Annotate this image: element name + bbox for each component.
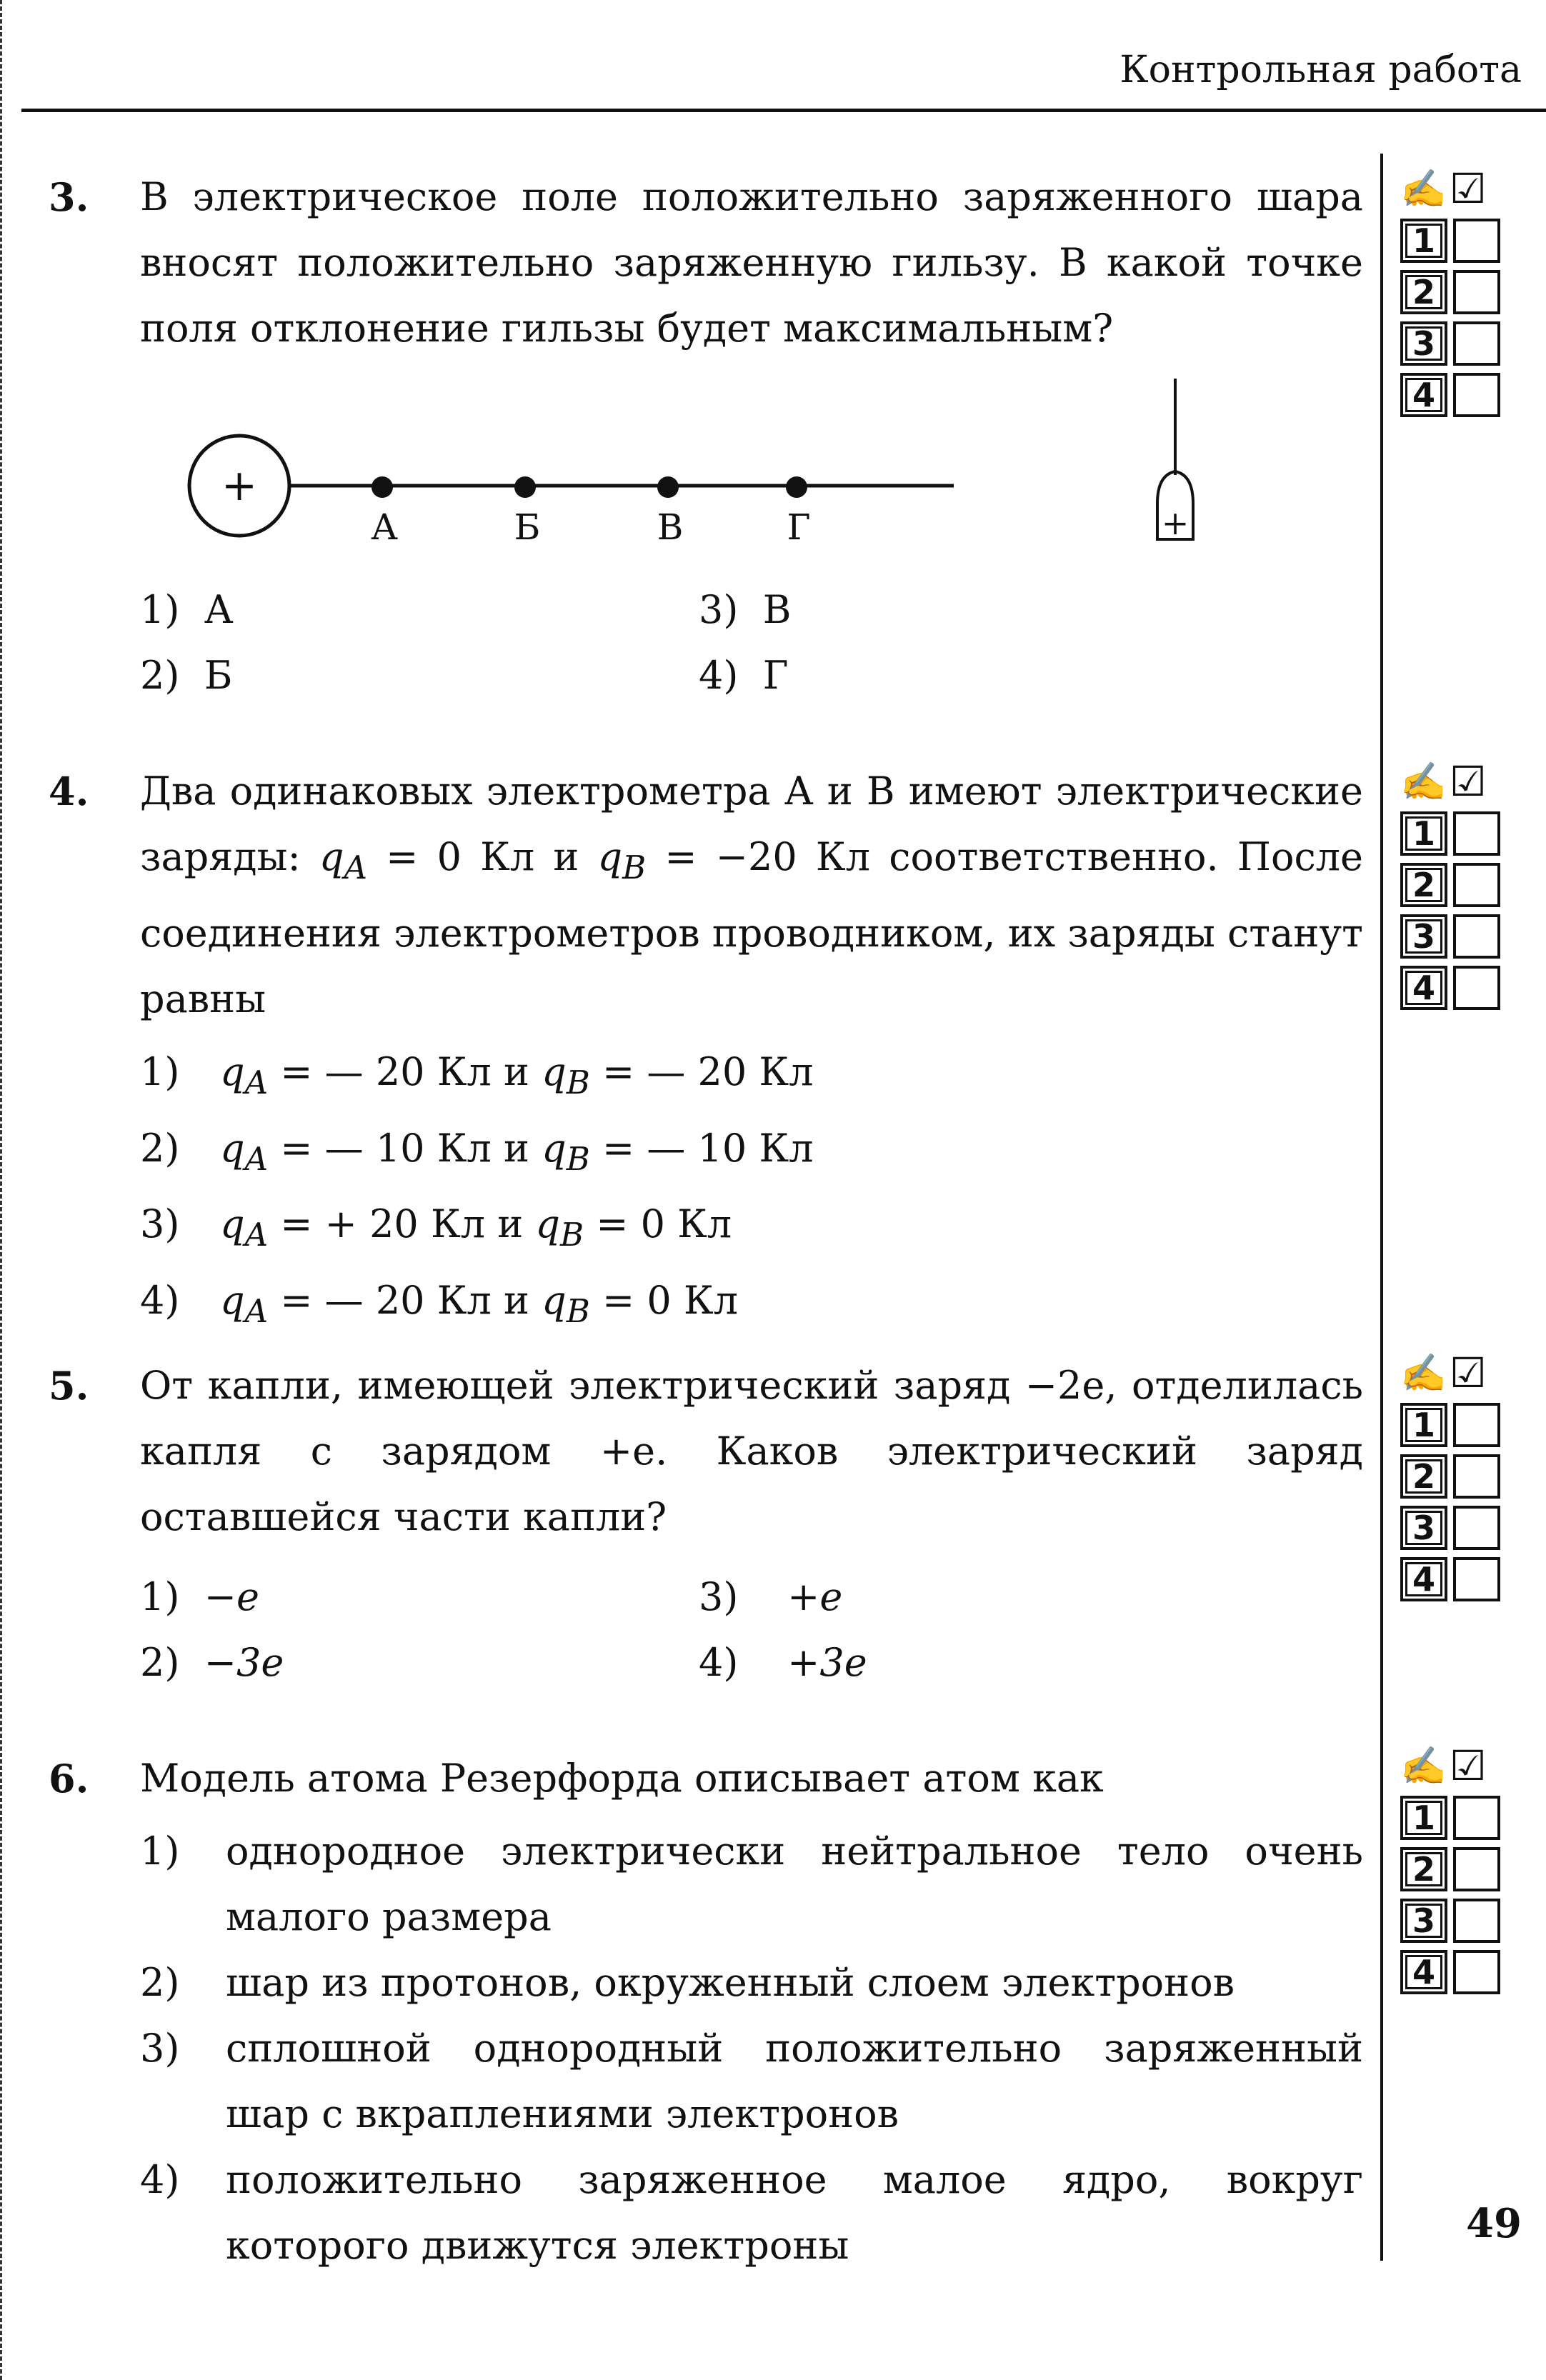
page-number: 49	[1466, 2200, 1522, 2247]
question-4	[49, 759, 1363, 1344]
option-text: +e	[787, 1574, 843, 1619]
answer-number: 4	[1400, 966, 1447, 1010]
answer-number: 2	[1400, 1454, 1447, 1499]
option-2: 2) $q_A$ = — 10 Кл и $q_B$ = — 10 Кл	[140, 1125, 814, 1178]
answer-number: 1	[1400, 1796, 1447, 1840]
option-text: В	[762, 587, 792, 632]
pencil-icon: ✍	[1400, 760, 1447, 804]
option-text: −e	[204, 1574, 259, 1619]
option-3: 3) $q_A$ = + 20 Кл и $q_B = 0$ Кл	[140, 1201, 732, 1254]
answer-cell[interactable]	[1453, 1454, 1500, 1499]
point-label-a: А	[371, 506, 398, 548]
question-text: Модель атома Резерфорда описывает атом как	[140, 1756, 1104, 1801]
answer-number: 4	[1400, 373, 1447, 417]
option-number: 3)	[699, 1574, 739, 1619]
question-number: 6.	[49, 1756, 89, 1801]
question-3-options	[49, 577, 1363, 713]
answer-cell[interactable]	[1453, 1950, 1500, 1994]
point-label-g: Г	[787, 506, 811, 548]
pencil-icon: ✍	[1400, 1351, 1447, 1395]
option-3: 3) сплошной однородный положительно заряженный шар с вкраплениями электронов	[140, 2026, 1363, 2136]
answer-number: 1	[1400, 219, 1447, 263]
option-number: 4)	[699, 1640, 739, 1685]
answer-number: 2	[1400, 1847, 1447, 1891]
answer-number: 1	[1400, 1403, 1447, 1447]
option-text: −3e	[204, 1640, 284, 1685]
answer-box-q4	[1400, 759, 1500, 1010]
answer-number: 3	[1400, 1899, 1447, 1943]
answer-number: 4	[1400, 1950, 1447, 1994]
point-label-b: Б	[514, 506, 541, 548]
question-5	[49, 1353, 1363, 1550]
question-5-options	[49, 1564, 1363, 1700]
option-text: Б	[204, 653, 233, 698]
option-text: +3e	[787, 1640, 867, 1685]
question-3	[49, 164, 1363, 361]
option-number: 1)	[140, 1574, 180, 1619]
option-text: А	[204, 587, 234, 632]
option-number: 1)	[140, 587, 180, 632]
option-1: 1) однородное электрически нейтральное тело очень малого размера	[140, 1829, 1363, 1939]
answer-cell[interactable]	[1453, 966, 1500, 1010]
point-b	[514, 476, 536, 498]
point-a	[371, 476, 393, 498]
answer-box-q3	[1400, 166, 1500, 417]
answer-cell[interactable]	[1453, 914, 1500, 959]
option-number: 2)	[140, 653, 180, 698]
answer-cell[interactable]	[1453, 373, 1500, 417]
option-2: 2) шар из протонов, окруженный слоем электронов	[140, 1960, 1235, 2005]
checkbox-checked-icon: ☑	[1449, 164, 1487, 213]
option-number: 3)	[699, 587, 739, 632]
question-6	[49, 1746, 1363, 2279]
answer-box-q5	[1400, 1350, 1500, 1601]
option-1: 1) $q_A$ = — 20 Кл и $q_B$ = — 20 Кл	[140, 1049, 814, 1101]
question-text: От капли, имеющей электрический заряд −2e, отделилась капля с зарядом +е. Каков электрический заряд оставшейся части капли?	[140, 1363, 1363, 1539]
sleeve-charge-sign: +	[1161, 504, 1190, 542]
answer-cell[interactable]	[1453, 811, 1500, 856]
page-header: Контрольная работа	[1119, 49, 1522, 91]
header-rule	[21, 109, 1546, 112]
checkbox-checked-icon: ☑	[1449, 1741, 1487, 1790]
answer-number: 3	[1400, 321, 1447, 366]
answer-cell[interactable]	[1453, 219, 1500, 263]
checkbox-checked-icon: ☑	[1449, 1349, 1487, 1397]
option-4: 4) положительно заряженное малое ядро, вокруг которого движутся электроны	[140, 2157, 1363, 2268]
options	[49, 1039, 1363, 1344]
point-g	[786, 476, 807, 498]
ball-charge-sign: +	[221, 461, 258, 511]
answer-number: 3	[1400, 1506, 1447, 1550]
answer-cell[interactable]	[1453, 1847, 1500, 1891]
question-number: 5.	[49, 1363, 89, 1409]
answer-column-rule	[1380, 154, 1383, 2261]
answer-number: 1	[1400, 811, 1447, 856]
pencil-icon: ✍	[1400, 167, 1447, 211]
option-number: 2)	[140, 1640, 180, 1685]
answer-cell[interactable]	[1453, 1899, 1500, 1943]
answer-number: 2	[1400, 270, 1447, 314]
cut-line	[0, 0, 2, 2380]
option-text: Г	[762, 653, 789, 698]
options	[49, 1819, 1363, 2279]
option-number: 4)	[699, 653, 739, 698]
answer-number: 3	[1400, 914, 1447, 959]
answer-cell[interactable]	[1453, 1506, 1500, 1550]
pencil-icon: ✍	[1400, 1744, 1447, 1788]
field-diagram	[171, 379, 1257, 579]
answer-cell[interactable]	[1453, 270, 1500, 314]
answer-cell[interactable]	[1453, 863, 1500, 907]
answer-number: 4	[1400, 1557, 1447, 1601]
answer-cell[interactable]	[1453, 1403, 1500, 1447]
question-number: 3.	[49, 174, 89, 220]
answer-cell[interactable]	[1453, 1796, 1500, 1840]
question-number: 4.	[49, 769, 89, 814]
answer-cell[interactable]	[1453, 321, 1500, 366]
checkbox-checked-icon: ☑	[1449, 757, 1487, 806]
answer-box-q6	[1400, 1743, 1500, 1994]
point-v	[657, 476, 679, 498]
answer-cell[interactable]	[1453, 1557, 1500, 1601]
point-label-v: В	[657, 506, 684, 548]
question-text: Два одинаковых электрометра А и В имеют электрические заряды: $q_A = 0$ Кл и $q_B = -20$ Кл соответственно. После соединения электрометров проводником, их заряды станут равны	[140, 769, 1363, 1021]
option-4: 4) $q_A$ = — 20 Кл и $q_B = 0$ Кл	[140, 1278, 738, 1330]
question-text: В электрическое поле положительно заряженного шара вносят положительно заряженную гильзу. В какой точке поля отклонение гильзы будет максимальным?	[140, 174, 1363, 351]
answer-number: 2	[1400, 863, 1447, 907]
